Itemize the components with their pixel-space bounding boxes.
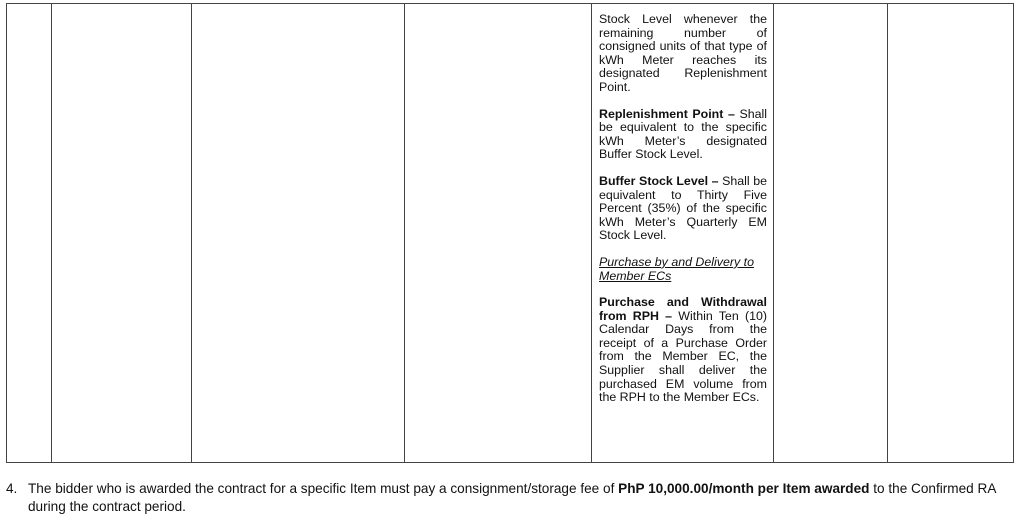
buffer-stock-level-term: Buffer Stock Level – bbox=[599, 173, 719, 188]
footnote-item-4 bbox=[6, 480, 1018, 516]
table-row bbox=[7, 4, 1014, 463]
footnote-text: The bidder who is awarded the contract for a specific Item must pay a consignment/storage fee of PhP 10,000.00/month per Item awarded to the Confirmed RA during the contract period. bbox=[28, 481, 996, 514]
table-cell-col6 bbox=[774, 4, 888, 463]
replenishment-point-paragraph: Replenishment Point – Shall be equivalent to the specific kWh Meter’s designated Buffer Stock Level. bbox=[599, 106, 767, 162]
specs-table bbox=[6, 3, 1014, 463]
buffer-stock-level-paragraph: Buffer Stock Level – Shall be equivalent to Thirty Five Percent (35%) of the specific kWh Meter’s Quarterly EM Stock Level. bbox=[599, 173, 767, 243]
table-cell-col3 bbox=[192, 4, 405, 463]
purchase-withdrawal-paragraph: Purchase and Withdrawal from RPH – Within Ten (10) Calendar Days from the receipt of a Purchase Order from the Member EC, the Supplier shall deliver the purchased EM volume from the RPH to the Member ECs. bbox=[599, 295, 767, 405]
fee-amount: PhP 10,000.00/month per Item awarded bbox=[618, 481, 870, 496]
purchase-withdrawal-term: Purchase and Withdrawal from RPH – bbox=[599, 295, 767, 323]
table-cell-col4 bbox=[405, 4, 592, 463]
table-cell-description bbox=[592, 4, 774, 463]
purchase-delivery-heading: Purchase by and Delivery to Member ECs bbox=[599, 254, 754, 283]
footnote-number: 4. bbox=[6, 481, 18, 496]
table-cell-col2 bbox=[52, 4, 192, 463]
table-cell-col7 bbox=[888, 4, 1014, 463]
replenishment-point-term: Replenishment Point – bbox=[599, 106, 735, 121]
table-cell-col1 bbox=[7, 4, 52, 463]
stock-level-paragraph: Stock Level whenever the remaining number of consigned units of that type of kWh Meter reaches its designated Replenishment Point. bbox=[599, 12, 767, 94]
